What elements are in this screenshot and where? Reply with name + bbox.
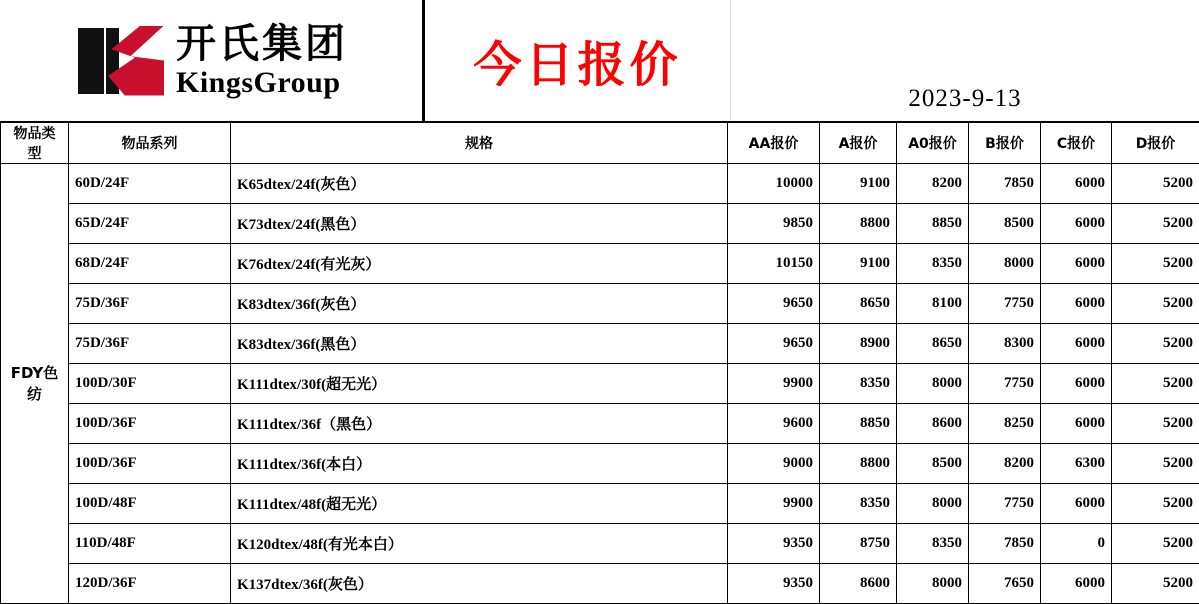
price-b-cell: 8250 — [969, 404, 1041, 444]
price-a-cell: 9100 — [820, 164, 897, 204]
price-a-cell: 8800 — [820, 444, 897, 484]
product-series-cell: 75D/36F — [69, 324, 231, 364]
price-c-cell: 6000 — [1041, 284, 1112, 324]
product-series-cell: 120D/36F — [69, 564, 231, 604]
price-c-cell: 6000 — [1041, 164, 1112, 204]
product-spec-cell: K111dtex/36f(本白） — [231, 444, 728, 484]
product-spec-cell: K83dtex/36f(黑色） — [231, 324, 728, 364]
price-a0-cell: 8500 — [897, 444, 969, 484]
price-d-cell: 5200 — [1112, 244, 1199, 284]
table-row — [1, 524, 1199, 564]
table-row — [1, 204, 1199, 244]
column-header-d-price: D报价 — [1112, 123, 1199, 164]
price-a0-cell: 8000 — [897, 364, 969, 404]
table-row — [1, 324, 1199, 364]
price-d-cell: 5200 — [1112, 524, 1199, 564]
price-c-cell: 6000 — [1041, 404, 1112, 444]
price-d-cell: 5200 — [1112, 324, 1199, 364]
price-aa-cell: 9900 — [728, 364, 820, 404]
price-a0-cell: 8650 — [897, 324, 969, 364]
price-c-cell: 6300 — [1041, 444, 1112, 484]
table-row — [1, 404, 1199, 444]
product-spec-cell: K111dtex/48f(超无光） — [231, 484, 728, 524]
price-c-cell: 6000 — [1041, 324, 1112, 364]
price-a0-cell: 8350 — [897, 524, 969, 564]
column-header-aa-price: AA报价 — [728, 123, 820, 164]
price-d-cell: 5200 — [1112, 404, 1199, 444]
product-spec-cell: K111dtex/36f（黑色） — [231, 404, 728, 444]
column-header-a0-price: A0报价 — [897, 123, 969, 164]
product-series-cell: 75D/36F — [69, 284, 231, 324]
table-row — [1, 484, 1199, 524]
company-logo — [0, 0, 425, 121]
price-aa-cell: 9850 — [728, 204, 820, 244]
document-date-cell — [731, 0, 1199, 121]
price-b-cell: 8200 — [969, 444, 1041, 484]
price-aa-cell: 9600 — [728, 404, 820, 444]
price-a0-cell: 8100 — [897, 284, 969, 324]
price-d-cell: 5200 — [1112, 564, 1199, 604]
product-spec-cell: K73dtex/24f(黑色） — [231, 204, 728, 244]
price-a-cell: 8600 — [820, 564, 897, 604]
price-b-cell: 7750 — [969, 364, 1041, 404]
product-series-cell: 100D/48F — [69, 484, 231, 524]
product-series-cell: 68D/24F — [69, 244, 231, 284]
price-a0-cell: 8350 — [897, 244, 969, 284]
table-row — [1, 164, 1199, 204]
product-spec-cell: K76dtex/24f(有光灰） — [231, 244, 728, 284]
document-header — [0, 0, 1199, 122]
price-b-cell: 7650 — [969, 564, 1041, 604]
price-aa-cell: 9650 — [728, 324, 820, 364]
column-header-type: 物品类型 — [1, 123, 69, 164]
price-aa-cell: 9350 — [728, 564, 820, 604]
price-b-cell: 7850 — [969, 164, 1041, 204]
price-d-cell: 5200 — [1112, 444, 1199, 484]
price-aa-cell: 9350 — [728, 524, 820, 564]
price-table — [0, 122, 1199, 604]
price-a0-cell: 8200 — [897, 164, 969, 204]
product-series-cell: 100D/36F — [69, 404, 231, 444]
column-header-spec: 规格 — [231, 123, 728, 164]
price-d-cell: 5200 — [1112, 204, 1199, 244]
price-a-cell: 8800 — [820, 204, 897, 244]
product-spec-cell: K65dtex/24f(灰色） — [231, 164, 728, 204]
price-a0-cell: 8000 — [897, 484, 969, 524]
price-aa-cell: 9650 — [728, 284, 820, 324]
price-b-cell: 7850 — [969, 524, 1041, 564]
column-header-c-price: C报价 — [1041, 123, 1112, 164]
product-series-cell: 65D/24F — [69, 204, 231, 244]
product-series-cell: 110D/48F — [69, 524, 231, 564]
price-d-cell: 5200 — [1112, 284, 1199, 324]
price-a-cell: 8900 — [820, 324, 897, 364]
price-a-cell: 8350 — [820, 484, 897, 524]
product-series-cell: 100D/30F — [69, 364, 231, 404]
price-aa-cell: 10000 — [728, 164, 820, 204]
price-a-cell: 8850 — [820, 404, 897, 444]
logo-chinese-name: 开氏集团 — [176, 24, 348, 64]
product-type-cell: FDY色纺 — [1, 164, 69, 604]
price-a0-cell: 8000 — [897, 564, 969, 604]
column-header-a-price: A报价 — [820, 123, 897, 164]
product-spec-cell: K120dtex/48f(有光本白） — [231, 524, 728, 564]
table-row — [1, 444, 1199, 484]
table-row — [1, 244, 1199, 284]
price-c-cell: 6000 — [1041, 204, 1112, 244]
quote-date: 2023-9-13 — [908, 85, 1021, 113]
product-spec-cell: K83dtex/36f(灰色） — [231, 284, 728, 324]
kings-group-logo-icon — [74, 22, 166, 100]
price-c-cell: 0 — [1041, 524, 1112, 564]
price-aa-cell: 10150 — [728, 244, 820, 284]
price-d-cell: 5200 — [1112, 164, 1199, 204]
product-series-cell: 100D/36F — [69, 444, 231, 484]
page-title: 今日报价 — [473, 26, 681, 95]
price-d-cell: 5200 — [1112, 364, 1199, 404]
product-spec-cell: K111dtex/30f(超无光） — [231, 364, 728, 404]
price-aa-cell: 9000 — [728, 444, 820, 484]
price-c-cell: 6000 — [1041, 244, 1112, 284]
price-aa-cell: 9900 — [728, 484, 820, 524]
table-row — [1, 284, 1199, 324]
price-b-cell: 7750 — [969, 484, 1041, 524]
column-header-series: 物品系列 — [69, 123, 231, 164]
price-c-cell: 6000 — [1041, 564, 1112, 604]
table-row — [1, 364, 1199, 404]
price-c-cell: 6000 — [1041, 484, 1112, 524]
logo-english-name: KingsGroup — [176, 68, 348, 98]
document-title-cell — [425, 0, 731, 121]
price-a0-cell: 8850 — [897, 204, 969, 244]
product-series-cell: 60D/24F — [69, 164, 231, 204]
table-header-row — [1, 123, 1199, 164]
price-a-cell: 8650 — [820, 284, 897, 324]
table-row — [1, 564, 1199, 604]
price-c-cell: 6000 — [1041, 364, 1112, 404]
price-b-cell: 7750 — [969, 284, 1041, 324]
price-a-cell: 8350 — [820, 364, 897, 404]
price-a-cell: 8750 — [820, 524, 897, 564]
product-spec-cell: K137dtex/36f(灰色） — [231, 564, 728, 604]
price-b-cell: 8000 — [969, 244, 1041, 284]
price-d-cell: 5200 — [1112, 484, 1199, 524]
price-b-cell: 8500 — [969, 204, 1041, 244]
price-a-cell: 9100 — [820, 244, 897, 284]
price-b-cell: 8300 — [969, 324, 1041, 364]
column-header-b-price: B报价 — [969, 123, 1041, 164]
price-a0-cell: 8600 — [897, 404, 969, 444]
